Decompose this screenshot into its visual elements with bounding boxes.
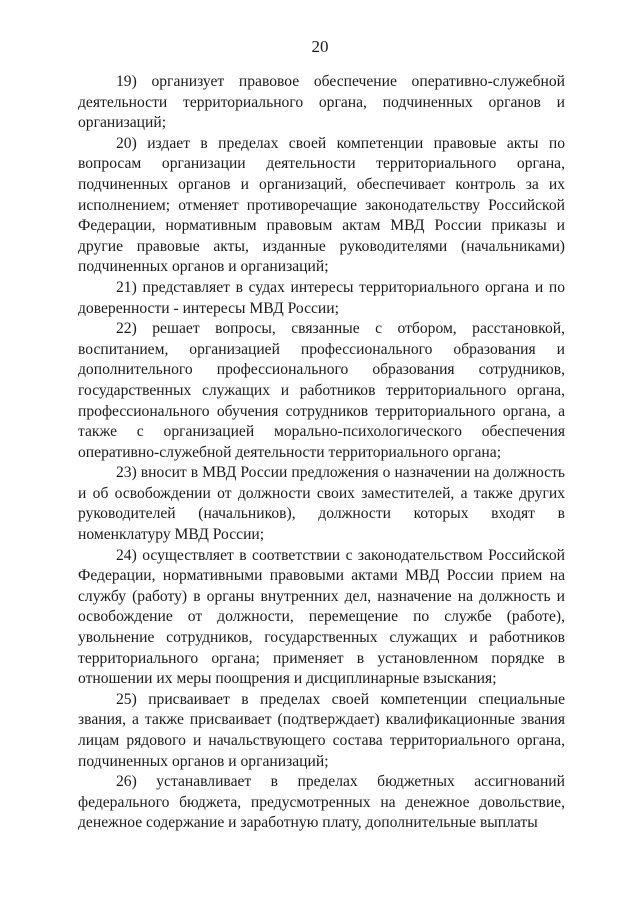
paragraph-24: 24) осуществляет в соответствии с законодательством Российской Федерации, нормативными правовыми актами МВД России прием на службу (работу) в органы внутренних дел, назначение на должность и освобождение от должности, перемещение по службе (работе), увольнение сотрудников, государственных служащих и работников территориального органа; применяет в установленном порядке в отношении их меры поощрения и дисциплинарные взыскания; xyxy=(78,546,565,688)
paragraph-25: 25) присваивает в пределах своей компетенции специальные звания, а также присваивает (подтверждает) квалификационные звания лицам рядового и начальствующего состава территориального органа, подчиненных органов и организаций; xyxy=(78,690,565,770)
paragraph-19: 19) организует правовое обеспечение оперативно-служебной деятельности территориального органа, подчиненных органов и организаций; xyxy=(78,73,565,132)
paragraph-21: 21) представляет в судах интересы территориального органа и по доверенности - интересы МВД России; xyxy=(78,278,565,317)
paragraph-23: 23) вносит в МВД России предложения о назначении на должность и об освобождении от должности своих заместителей, а также других руководителей (начальников), должности которых входят в номенклатуру МВД России; xyxy=(78,464,565,544)
document-body xyxy=(78,72,565,834)
paragraph-26: 26) устанавливает в пределах бюджетных ассигнований федерального бюджета, предусмотренных на денежное довольствие, денежное содержание и заработную плату, дополнительные выплаты xyxy=(78,773,565,832)
paragraph-20: 20) издает в пределах своей компетенции правовые акты по вопросам организации деятельности территориального органа, подчиненных органов и организаций, обеспечивает контроль за их исполнением; отменяет противоречащие законодательству Российской Федерации, нормативным правовым актам МВД России приказы и другие правовые акты, изданные руководителями (начальниками) подчиненных органов и организаций; xyxy=(78,134,565,276)
paragraph-22: 22) решает вопросы, связанные с отбором, расстановкой, воспитанием, организацией профессионального образования и дополнительного профессионального образования сотрудников, государственных служащих и работников территориального органа, профессионального обучения сотрудников территориального органа, а также с организацией морально-психологического обеспечения оперативно-служебной деятельности территориального органа; xyxy=(78,320,565,461)
page-number: 20 xyxy=(311,37,329,56)
